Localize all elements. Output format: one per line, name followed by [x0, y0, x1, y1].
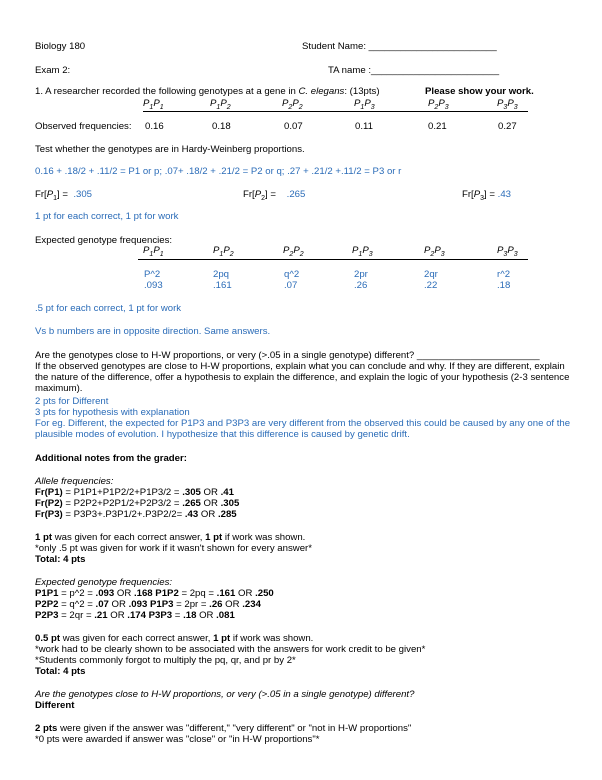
final-question: Are the genotypes close to H-W proportions, or very (>.05 in a single genotype) different?	[35, 689, 415, 700]
expected-genotype-header: $P_1P_1$	[143, 245, 164, 258]
exam-label: Exam 2:	[35, 65, 71, 76]
or-text: OR	[200, 498, 221, 509]
allele-value: .265	[182, 498, 201, 509]
observed-value: 0.16	[145, 121, 164, 132]
question-2: Are the genotypes close to H-W proportions, or very (>.05 in a single genotype) different? _______________________	[35, 350, 540, 361]
genotype-label: P1P3	[147, 599, 174, 610]
points-bold: 0.5 pt	[35, 633, 61, 644]
points-hypothesis: 3 pts for hypothesis with explanation	[35, 407, 190, 418]
expected-genotype-header: $P_3P_3$	[497, 245, 518, 258]
genotype-header: $P_1P_3$	[354, 98, 375, 111]
expected-value: .26	[354, 280, 368, 291]
expected-formula: 2pq	[213, 269, 230, 280]
observed-value: 0.27	[498, 121, 517, 132]
points-text: if work was shown.	[222, 532, 306, 543]
genotype-header: $P_2P_3$	[428, 98, 449, 111]
genotype-label: P3P3	[145, 610, 173, 621]
formula: = 2qr =	[58, 610, 95, 621]
allele-heading: Allele frequencies:	[35, 476, 114, 487]
question-2-detail: If the observed genotypes are close to H-W proportions, explain what you can conclude and why. If they are different, explain the nature of the difference, offer a hypothesis to explain the difference, and explain the logic of your hypothesis (2-3 sentence maximum).	[35, 361, 570, 395]
allele-points-rule	[35, 532, 305, 543]
points-bold: 1 pt	[205, 532, 223, 543]
grader-heading: Additional notes from the grader:	[35, 453, 187, 464]
expected-genotype-header: $P_1P_2$	[213, 245, 234, 258]
allele-total: Total: 4 pts	[35, 554, 86, 565]
points-text: was given for each correct answer,	[60, 633, 214, 644]
points-text: were given if the answer was "different," "very different" or "not in H-W proportions"	[57, 723, 412, 734]
expected-total: Total: 4 pts	[35, 666, 86, 677]
allele-calculation: 0.16 + .18/2 + .11/2 = P1 or p; .07+ .18/2 + .21/2 = P2 or q; .27 + .21/2 +.11/2 = P3 or r	[35, 166, 402, 177]
fr-value: .43	[497, 189, 511, 200]
value: .26	[209, 599, 223, 610]
student-name-field: Student Name: ________________________	[302, 41, 497, 52]
genotype-header: $P_2P_2$	[282, 98, 303, 111]
expected-genotype-header: $P_2P_2$	[283, 245, 304, 258]
expected-underline	[138, 259, 528, 260]
allele-formula: = P3P3+.P3P1/2+.P3P2/2=	[62, 509, 185, 520]
allele-points-note: 1 pt for each correct, 1 pt for work	[35, 211, 179, 222]
expected-formula: 2qr	[424, 269, 438, 280]
allele-line	[35, 498, 239, 509]
formula: = 2pq =	[178, 588, 217, 599]
prompt-points: : (13pts)	[344, 86, 380, 97]
version-note: Vs b numbers are in opposite direction. Same answers.	[35, 326, 271, 337]
allele-formula: = P1P1+P1P2/2+P1P3/2 =	[62, 487, 183, 498]
fr-p1	[35, 189, 92, 203]
final-note: *0 pts were awarded if answer was "close" or "in H-W proportions"*	[35, 734, 320, 745]
expected-line	[35, 599, 261, 610]
fr-p2	[243, 189, 305, 203]
or-text: OR	[114, 588, 134, 599]
expected-value: .161	[213, 280, 232, 291]
allele-label: Fr(P3)	[35, 509, 63, 520]
genotype-label: P1P1	[35, 588, 59, 599]
formula: = p^2 =	[58, 588, 96, 599]
value: .093	[128, 599, 148, 610]
final-answer: Different	[35, 700, 75, 711]
expected-value: .07	[284, 280, 298, 291]
allele-value: .305	[220, 498, 240, 509]
or-text: OR	[200, 487, 221, 498]
allele-value: .285	[217, 509, 237, 520]
genotype-label: P1P2	[152, 588, 179, 599]
species-name: C. elegans	[298, 86, 345, 97]
expected-label: Expected genotype frequencies:	[35, 235, 173, 246]
expected-points-rule	[35, 633, 313, 644]
formula: =	[172, 610, 184, 621]
value: .250	[255, 588, 274, 599]
allele-note: *only .5 pt was given for work if it wasn't shown for every answer*	[35, 543, 312, 554]
formula: = q^2 =	[58, 599, 96, 610]
fr-label: $Fr[P_1]$ =	[35, 189, 68, 202]
expected-note-2: *Students commonly forgot to multiply the pq, qr, and pr by 2*	[35, 655, 296, 666]
show-work-note: Please show your work.	[425, 86, 534, 97]
points-bold: 2 pts	[35, 723, 58, 734]
points-bold: 1 pt	[35, 532, 53, 543]
question-1-prompt	[35, 86, 380, 97]
fr-value: .305	[73, 189, 93, 200]
expected-line	[35, 588, 274, 599]
or-text: OR	[107, 610, 128, 621]
expected-formula: P^2	[144, 269, 161, 280]
value: .18	[183, 610, 197, 621]
points-different: 2 pts for Different	[35, 396, 109, 407]
value: .234	[242, 599, 261, 610]
or-text: OR	[222, 599, 243, 610]
expected-value: .18	[497, 280, 511, 291]
or-text: OR	[198, 509, 218, 520]
fr-label: $Fr[P_3]$ =	[462, 189, 495, 202]
value: .168	[133, 588, 153, 599]
expected-note-1: *work had to be clearly shown to be associated with the answers for work credit to be given*	[35, 644, 426, 655]
allele-value: .43	[184, 509, 199, 520]
allele-formula: = P2P2+P2P1/2+P2P3/2 =	[62, 498, 183, 509]
course-title: Biology 180	[35, 41, 86, 52]
points-text: was given for each correct answer,	[52, 532, 206, 543]
expected-line	[35, 610, 235, 621]
points-text: if work was shown.	[230, 633, 314, 644]
ta-name-field: TA name :________________________	[328, 65, 500, 76]
observed-label: Observed frequencies:	[35, 121, 132, 132]
observed-value: 0.07	[284, 121, 303, 132]
value: .093	[95, 588, 115, 599]
genotype-header: $P_1P_2$	[210, 98, 231, 111]
or-text: OR	[108, 599, 129, 610]
value: .07	[95, 599, 109, 610]
expected-formula: r^2	[497, 269, 511, 280]
genotype-header: $P_1P_1$	[143, 98, 164, 111]
allele-label: Fr(P2)	[35, 498, 63, 509]
or-text: OR	[235, 588, 256, 599]
expected-value: .22	[424, 280, 438, 291]
expected-genotype-header: $P_2P_3$	[424, 245, 445, 258]
genotype-underline	[143, 111, 528, 112]
fr-label: $Fr[P_2]$ =	[243, 189, 276, 202]
observed-value: 0.18	[212, 121, 231, 132]
genotype-label: P2P3	[35, 610, 59, 621]
allele-value: .41	[220, 487, 234, 498]
expected-value: .093	[144, 280, 163, 291]
example-answer: For eg. Different, the expected for P1P3 and P3P3 are very different from the observed this could be caused by any one of the plausible modes of evolution. I hypothesize that this difference is caused by genetic drift.	[35, 418, 571, 441]
final-points	[35, 723, 411, 734]
value: .081	[216, 610, 235, 621]
value: .21	[94, 610, 108, 621]
observed-value: 0.11	[355, 121, 373, 132]
formula: = 2pr =	[173, 599, 210, 610]
prompt-text: 1. A researcher recorded the following genotypes at a gene in	[35, 86, 299, 97]
value: .174	[127, 610, 146, 621]
expected-heading: Expected genotype frequencies:	[35, 577, 173, 588]
allele-line	[35, 509, 237, 520]
expected-formula: 2pr	[354, 269, 368, 280]
allele-value: .305	[182, 487, 201, 498]
allele-line	[35, 487, 234, 498]
fr-p3	[462, 189, 511, 203]
or-text: OR	[196, 610, 217, 621]
observed-value: 0.21	[428, 121, 447, 132]
expected-formula: q^2	[284, 269, 300, 280]
points-bold: 1 pt	[213, 633, 231, 644]
genotype-label: P2P2	[35, 599, 59, 610]
expected-genotype-header: $P_1P_3$	[352, 245, 373, 258]
fr-value: .265	[286, 189, 306, 200]
genotype-header: $P_3P_3$	[497, 98, 518, 111]
expected-points-note: .5 pt for each correct, 1 pt for work	[35, 303, 182, 314]
value: .161	[216, 588, 236, 599]
allele-label: Fr(P1)	[35, 487, 63, 498]
hw-test-instruction: Test whether the genotypes are in Hardy-Weinberg proportions.	[35, 144, 305, 155]
